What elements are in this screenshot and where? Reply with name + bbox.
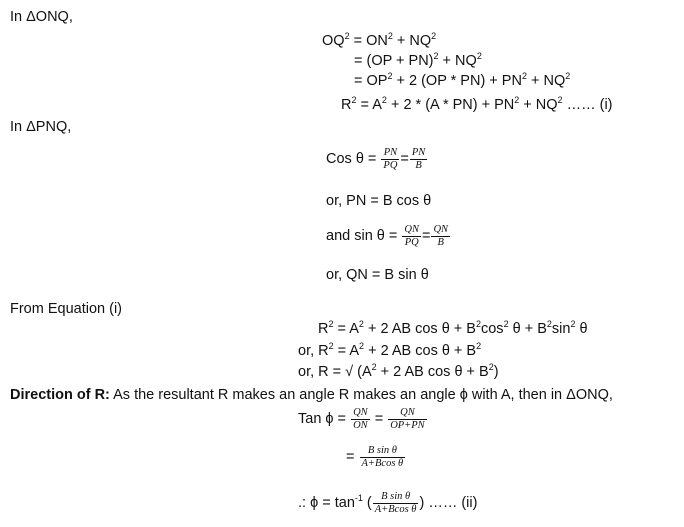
equation-text: 2 xyxy=(546,319,552,329)
equation-text: 2 xyxy=(387,31,393,41)
direction-paragraph xyxy=(10,386,613,404)
fraction-denominator: B xyxy=(415,159,422,171)
fraction-numerator: PN xyxy=(411,146,426,158)
fraction-numerator: B sin θ xyxy=(360,445,406,458)
equation-text: 2 xyxy=(359,341,365,351)
cos-equation xyxy=(326,144,428,174)
fraction-denominator: A+Bcos θ xyxy=(361,457,404,469)
equation-text: 2 xyxy=(476,341,482,351)
equation-text: 2 xyxy=(351,95,357,105)
fraction-qn-pq xyxy=(402,224,421,249)
resultant-line-2: or, $R^2 = A^2 + 2$ AB $\cos \theta + B^2$ xyxy=(298,341,482,359)
fraction-denominator: PQ xyxy=(404,236,419,248)
sin-equation xyxy=(326,221,451,251)
equation-line-4: $R^2 = A^2 + 2 * (A * PN) + PN^2 + NQ^2$ …… (i) xyxy=(341,95,613,113)
fraction-numerator: B sin θ xyxy=(373,491,419,504)
equation-text: 2 xyxy=(381,95,387,105)
equation-text: = xyxy=(400,151,409,167)
equation-text: 2 xyxy=(358,319,364,329)
label-in-pnq: In ΔPNQ, xyxy=(10,119,72,135)
equation-text: ( xyxy=(362,495,372,511)
fraction-numerator: QN xyxy=(388,407,427,420)
equation-text: 2 xyxy=(328,319,334,329)
fraction-numerator: QN xyxy=(404,223,419,235)
equation-text: 2 xyxy=(371,362,377,372)
equation-text: 2 xyxy=(387,71,393,81)
equation-line-3: = $OP^2 + 2$ $(OP * PN) + PN^2 + NQ^2$ xyxy=(354,71,571,89)
fraction-qn-on xyxy=(351,407,370,432)
fraction-qn-op-pn xyxy=(388,407,427,432)
phi-equation xyxy=(298,488,477,518)
phi-suffix: ) …… (ii) xyxy=(419,495,478,511)
equation-line-1: $OQ^2 = ON^2 + NQ^2$ xyxy=(322,31,437,49)
fraction-denominator: PQ xyxy=(383,159,398,171)
equation-text: 2 xyxy=(565,71,571,81)
fraction-bsin-over-abcos xyxy=(360,445,406,470)
equation-text: 2 xyxy=(476,51,482,61)
resultant-line-1: $R^2 = A^2 + 2$ AB $\cos \theta + B^2\cos^2$ $\theta + B^2\sin^2$ θ xyxy=(318,319,588,337)
fraction-pn-pq xyxy=(381,147,399,172)
phi-prefix: .: ϕ = tan xyxy=(298,495,355,511)
equation-text: = xyxy=(346,449,355,465)
direction-heading: Direction of R: xyxy=(10,387,110,403)
fraction-numerator: QN xyxy=(433,223,449,235)
direction-text: As the resultant R makes an angle R makes an angle ϕ with A, then in ΔONQ, xyxy=(109,387,613,403)
equation-text: 2 xyxy=(344,31,350,41)
equation-text: 2 xyxy=(431,31,437,41)
equation-text: 2 xyxy=(503,319,509,329)
equation-text: = xyxy=(374,411,384,427)
fraction-denominator: A+Bcos θ xyxy=(374,503,417,515)
equation-text: 2 xyxy=(488,362,494,372)
equation-text: 2 xyxy=(514,95,520,105)
tan-prefix: Tan ϕ = xyxy=(298,411,347,427)
fraction-qn-b xyxy=(431,224,450,249)
equation-line-2: = $(OP + PN)^2 + NQ^2$ xyxy=(354,51,482,69)
cos-prefix: Cos θ = xyxy=(326,151,377,167)
fraction-numerator: PN xyxy=(381,147,399,160)
tan-equation xyxy=(298,404,428,434)
tan-equation-step-2 xyxy=(346,442,406,472)
sin-prefix: and sin θ = xyxy=(326,228,398,244)
equation-text: 2 xyxy=(521,71,527,81)
fraction-bsin-over-abcos-2 xyxy=(373,491,419,516)
fraction-denominator: ON xyxy=(353,419,368,431)
equation-text: 2 xyxy=(475,319,481,329)
resultant-line-3: or, R = √ ($A^2 + 2$ AB $\cos \theta + B^2$) xyxy=(298,362,499,380)
equation-text: 2 xyxy=(557,95,563,105)
equation-text: 2 xyxy=(328,341,334,351)
fraction-pn-b xyxy=(410,147,427,172)
label-in-onq: In ΔONQ, xyxy=(10,9,73,25)
label-from-equation: From Equation (i) xyxy=(10,301,123,317)
fraction-denominator: OP+PN xyxy=(390,419,425,431)
equation-text: -1 xyxy=(354,493,363,503)
equation-text: 2 xyxy=(570,319,576,329)
qn-result: or, QN = B sin θ xyxy=(326,267,429,283)
pn-result: or, PN = B cos θ xyxy=(326,193,432,209)
equation-text: = xyxy=(421,228,431,244)
fraction-numerator: QN xyxy=(353,406,368,418)
equation-text: 2 xyxy=(433,51,439,61)
fraction-denominator: B xyxy=(437,236,444,248)
